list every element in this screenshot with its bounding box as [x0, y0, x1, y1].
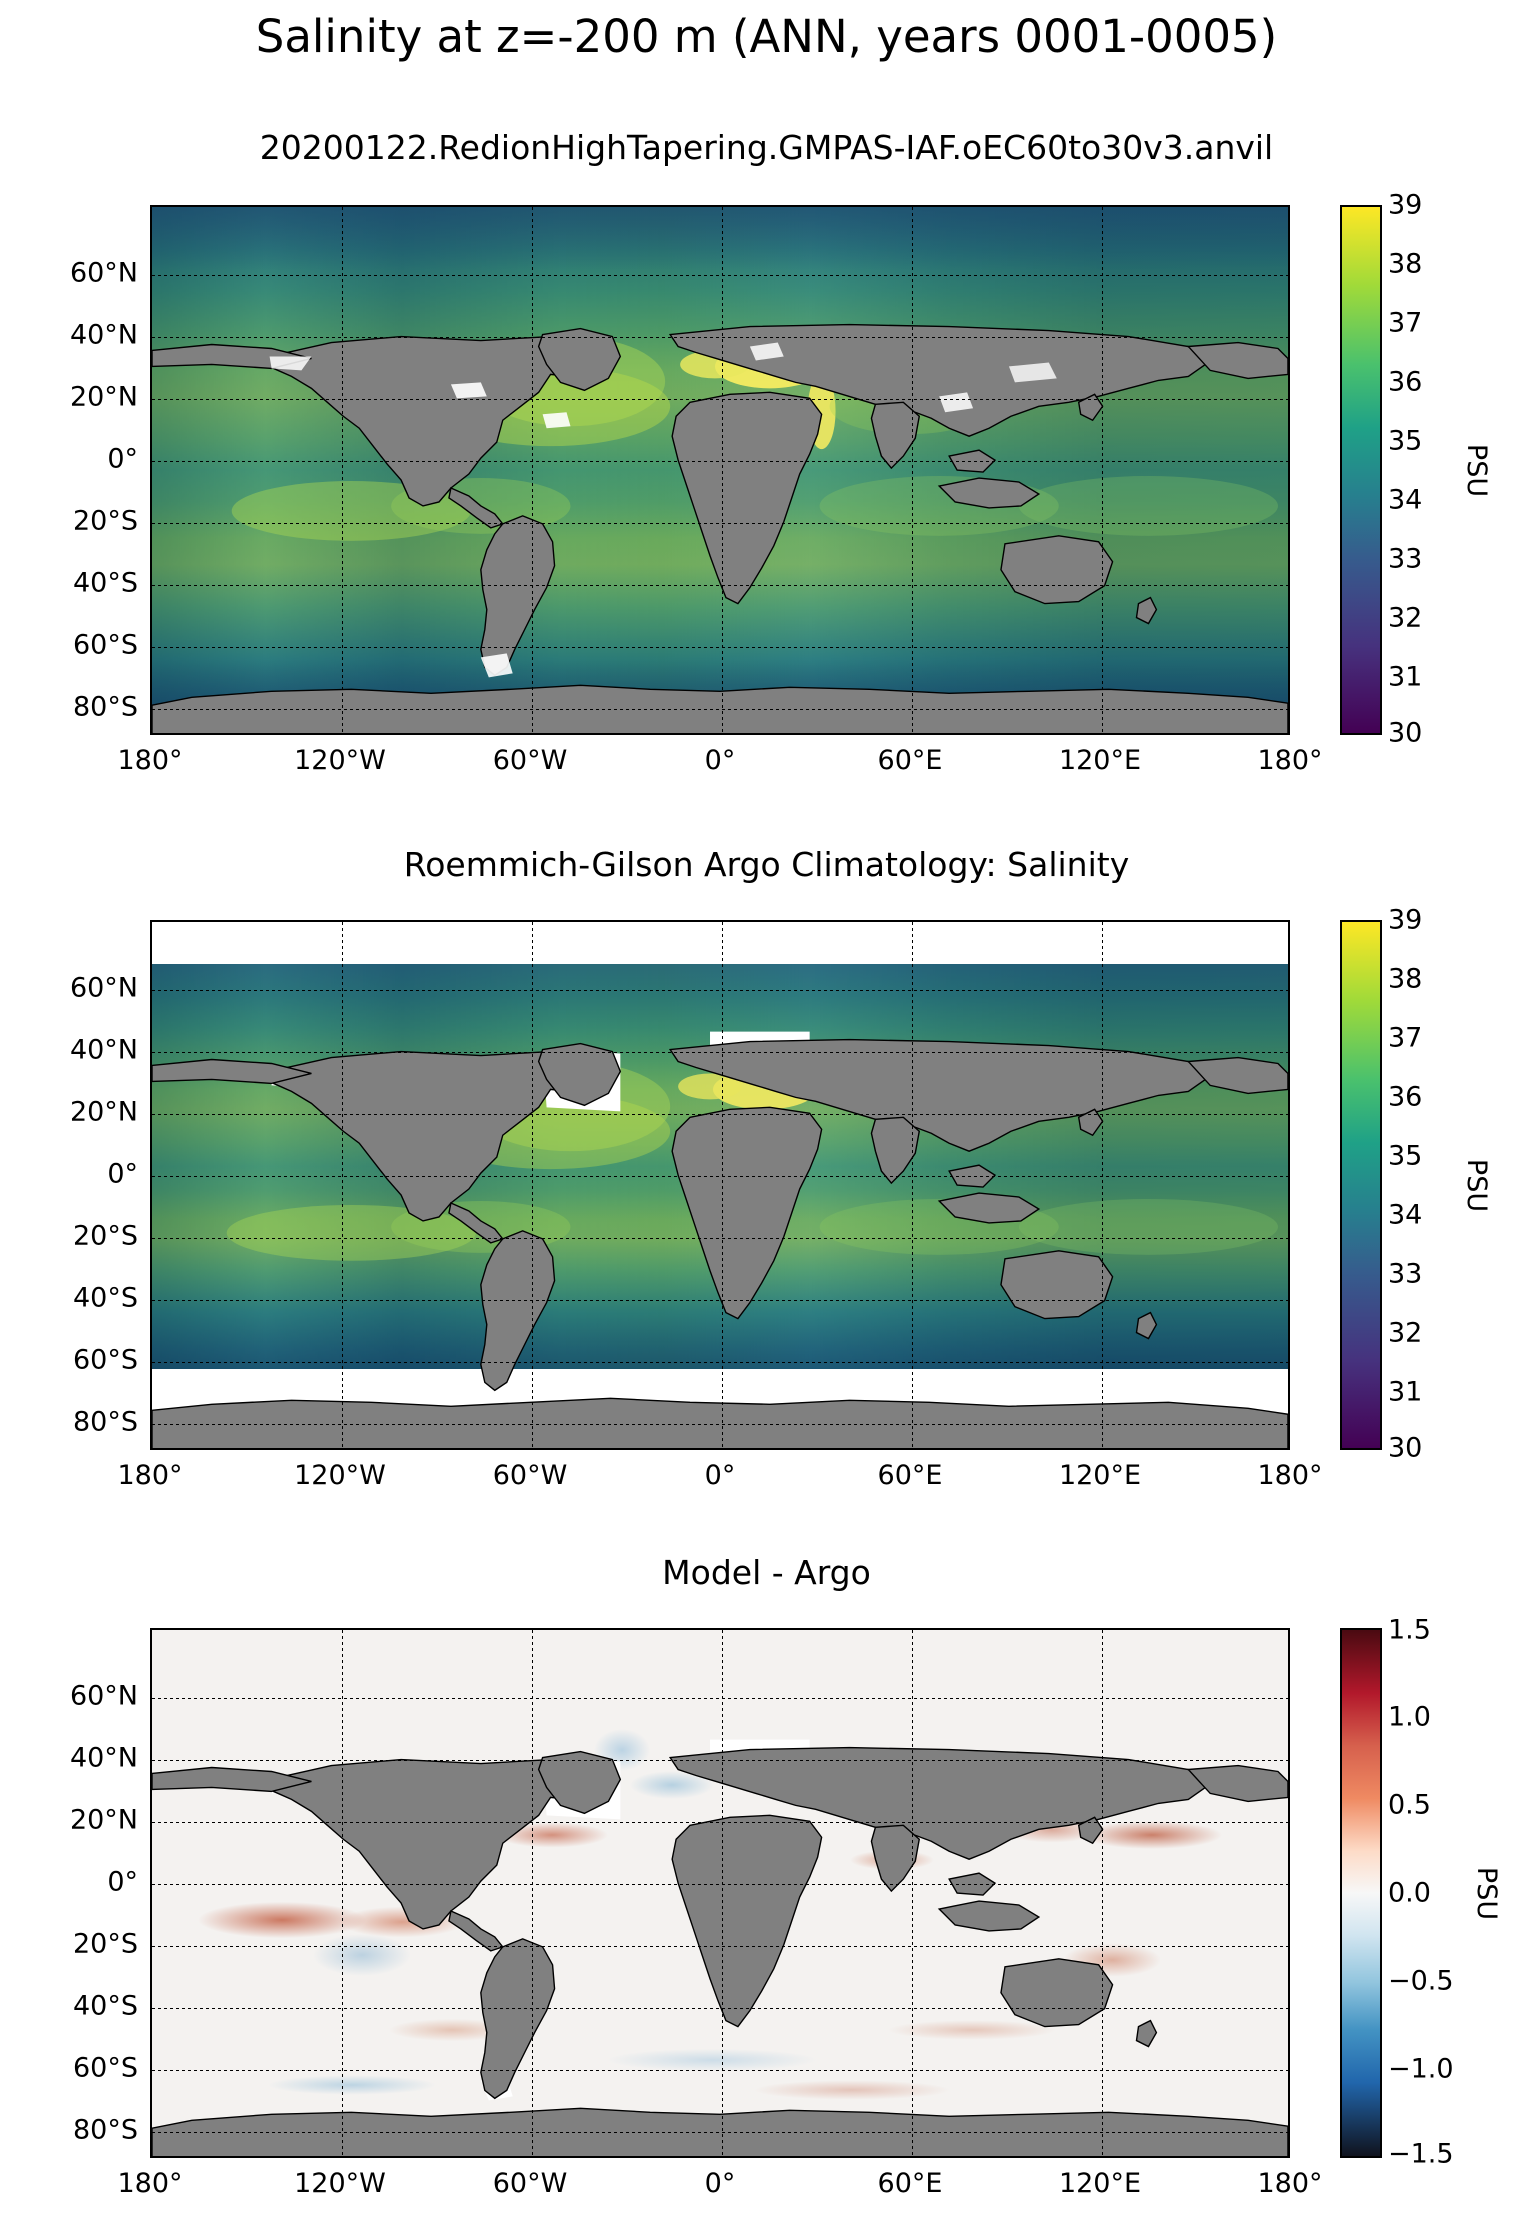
colorbar-tick-argo-0: 39 — [1388, 904, 1423, 936]
ytick-argo-1: 40°N — [69, 1034, 138, 1066]
xtick-argo-4: 60°E — [877, 1460, 943, 1491]
xtick-model-5: 120°E — [1058, 745, 1142, 776]
xtick-difference-6: 180° — [1257, 2168, 1323, 2199]
colorbar-tick-model-4: 35 — [1388, 425, 1423, 457]
xtick-difference-0: 180° — [117, 2168, 183, 2199]
xtick-model-1: 120°W — [294, 745, 386, 776]
ytick-model-3: 0° — [107, 443, 138, 475]
colorbar-tick-difference-5: −1.0 — [1388, 2053, 1454, 2085]
ytick-argo-6: 60°S — [73, 1344, 138, 1376]
ytick-model-7: 80°S — [73, 691, 138, 723]
colorbar-tick-argo-2: 37 — [1388, 1022, 1423, 1054]
colorbar-tick-argo-7: 32 — [1388, 1317, 1423, 1349]
colorbar-tick-difference-6: −1.5 — [1388, 2138, 1454, 2170]
ytick-difference-3: 0° — [107, 1866, 138, 1898]
xtick-model-2: 60°W — [492, 745, 568, 776]
colorbar-tick-difference-1: 1.0 — [1388, 1701, 1431, 1733]
ytick-difference-5: 40°S — [73, 1990, 138, 2022]
xtick-difference-1: 120°W — [294, 2168, 386, 2199]
xtick-argo-5: 120°E — [1058, 1460, 1142, 1491]
colorbar-tick-argo-9: 30 — [1388, 1432, 1423, 1464]
map-gridlines-difference — [152, 1630, 1288, 2156]
colorbar-argo — [1340, 920, 1382, 1450]
colorbar-tick-argo-8: 31 — [1388, 1376, 1423, 1408]
colorbar-tick-argo-5: 34 — [1388, 1199, 1423, 1231]
ytick-model-2: 20°N — [69, 381, 138, 413]
ytick-difference-6: 60°S — [73, 2052, 138, 2084]
map-axes-difference[interactable] — [150, 1628, 1290, 2158]
colorbar-tick-argo-3: 36 — [1388, 1081, 1423, 1113]
colorbar-tick-model-8: 31 — [1388, 661, 1423, 693]
colorbar-tick-model-3: 36 — [1388, 366, 1423, 398]
ytick-model-0: 60°N — [69, 257, 138, 289]
colorbar-tick-model-5: 34 — [1388, 484, 1423, 516]
ytick-model-6: 60°S — [73, 629, 138, 661]
xtick-difference-5: 120°E — [1058, 2168, 1142, 2199]
ytick-argo-4: 20°S — [73, 1220, 138, 1252]
panel-title-model: 20200122.RedionHighTapering.GMPAS-IAF.oEC60to30v3.anvil — [259, 128, 1274, 167]
ytick-argo-2: 20°N — [69, 1096, 138, 1128]
colorbar-tick-difference-2: 0.5 — [1388, 1789, 1431, 1821]
xtick-difference-2: 60°W — [492, 2168, 568, 2199]
map-axes-argo[interactable] — [150, 920, 1290, 1450]
colorbar-tick-model-6: 33 — [1388, 543, 1423, 575]
ytick-difference-7: 80°S — [73, 2114, 138, 2146]
panel-title-difference: Model - Argo — [662, 1553, 871, 1592]
xtick-argo-0: 180° — [117, 1460, 183, 1491]
ytick-model-1: 40°N — [69, 319, 138, 351]
ytick-difference-4: 20°S — [73, 1928, 138, 1960]
colorbar-tick-difference-3: 0.0 — [1388, 1877, 1431, 1909]
colorbar-model — [1340, 205, 1382, 735]
xtick-model-6: 180° — [1257, 745, 1323, 776]
ytick-difference-1: 40°N — [69, 1742, 138, 1774]
colorbar-tick-model-1: 38 — [1388, 248, 1423, 280]
colorbar-tick-model-2: 37 — [1388, 307, 1423, 339]
xtick-argo-1: 120°W — [294, 1460, 386, 1491]
xtick-argo-2: 60°W — [492, 1460, 568, 1491]
map-gridlines-argo — [152, 922, 1288, 1448]
colorbar-label-difference: PSU — [1471, 1866, 1503, 1921]
ytick-difference-0: 60°N — [69, 1680, 138, 1712]
xtick-difference-4: 60°E — [877, 2168, 943, 2199]
map-gridlines-model — [152, 207, 1288, 733]
ytick-difference-2: 20°N — [69, 1804, 138, 1836]
colorbar-tick-model-7: 32 — [1388, 602, 1423, 634]
xtick-argo-3: 0° — [704, 1460, 736, 1491]
ytick-model-5: 40°S — [73, 567, 138, 599]
map-axes-model[interactable] — [150, 205, 1290, 735]
ytick-argo-0: 60°N — [69, 972, 138, 1004]
xtick-difference-3: 0° — [704, 2168, 736, 2199]
colorbar-tick-model-0: 39 — [1388, 189, 1423, 221]
figure-suptitle: Salinity at z=-200 m (ANN, years 0001-0005) — [255, 10, 1278, 63]
colorbar-tick-difference-4: −0.5 — [1388, 1965, 1454, 1997]
ytick-model-4: 20°S — [73, 505, 138, 537]
ytick-argo-5: 40°S — [73, 1282, 138, 1314]
ytick-argo-3: 0° — [107, 1158, 138, 1190]
xtick-model-0: 180° — [117, 745, 183, 776]
colorbar-tick-argo-6: 33 — [1388, 1258, 1423, 1290]
colorbar-label-model: PSU — [1461, 443, 1493, 498]
colorbar-tick-model-9: 30 — [1388, 717, 1423, 749]
colorbar-tick-difference-0: 1.5 — [1388, 1614, 1431, 1646]
panel-title-argo: Roemmich-Gilson Argo Climatology: Salinity — [403, 845, 1130, 884]
colorbar-tick-argo-1: 38 — [1388, 963, 1423, 995]
xtick-argo-6: 180° — [1257, 1460, 1323, 1491]
ytick-argo-7: 80°S — [73, 1406, 138, 1438]
xtick-model-4: 60°E — [877, 745, 943, 776]
colorbar-tick-argo-4: 35 — [1388, 1140, 1423, 1172]
colorbar-difference — [1340, 1628, 1382, 2158]
xtick-model-3: 0° — [704, 745, 736, 776]
colorbar-label-argo: PSU — [1461, 1158, 1493, 1213]
